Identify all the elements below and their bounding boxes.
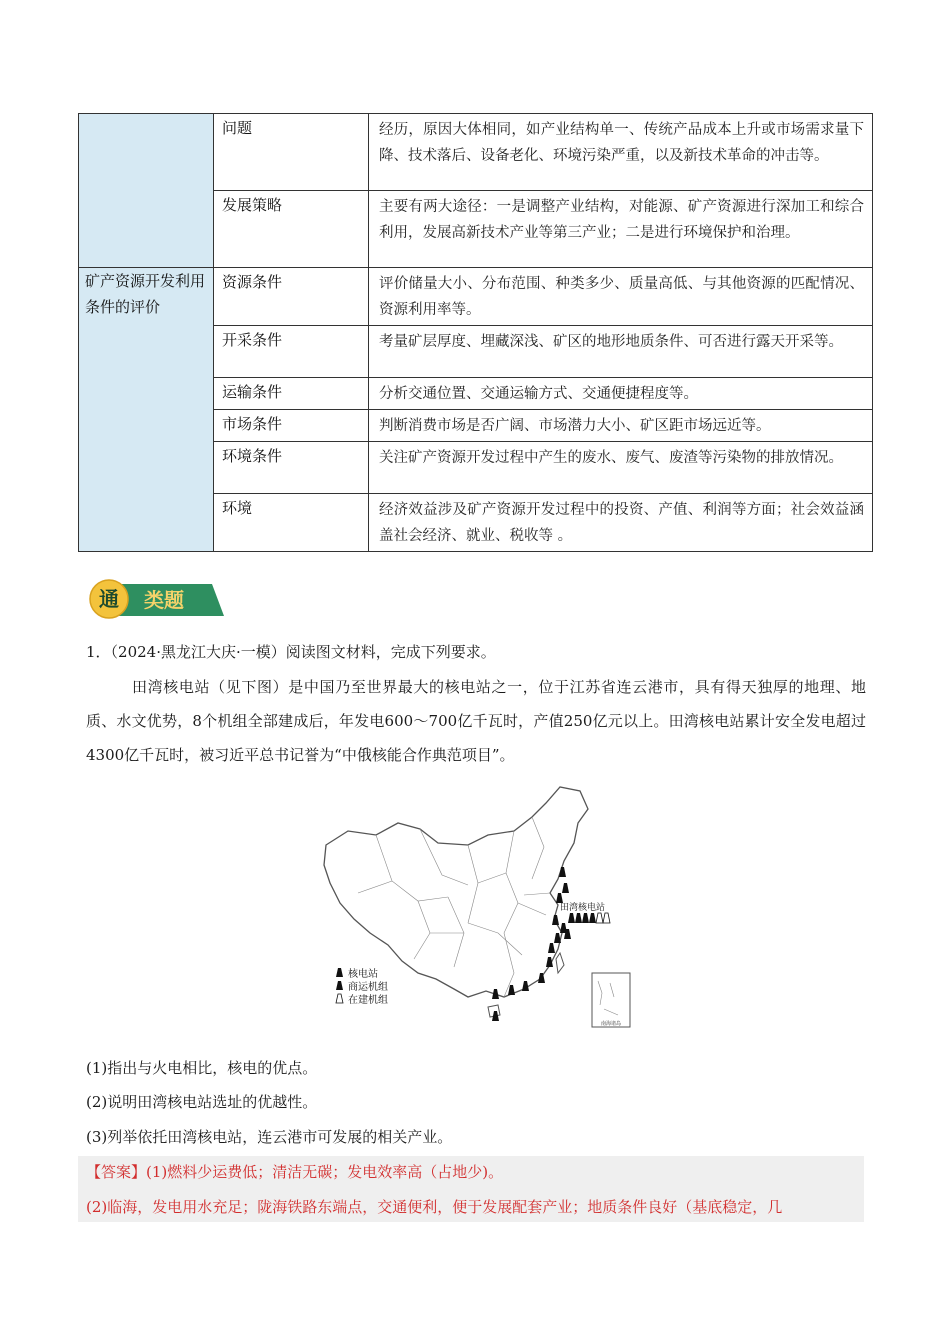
- sub-question-2: (2)说明田湾核电站选址的优越性。: [86, 1093, 318, 1111]
- station-label: 田湾核电站: [560, 903, 606, 913]
- badge-char: 通: [99, 587, 119, 611]
- answer-line-2: (2)临海，发电用水充足；陇海铁路东端点，交通便利，便于发展配套产业；地质条件良好（基底稳定，几: [86, 1198, 783, 1216]
- legend-item: 商运机组: [348, 982, 388, 993]
- taiwan-island: [556, 953, 564, 973]
- legend-item: 核电站: [348, 969, 378, 980]
- south-china-sea-inset: [592, 973, 630, 1027]
- row-label: 问题: [214, 114, 369, 191]
- category-cell: 矿产资源开发利用条件的评价: [79, 268, 214, 552]
- row-label: 资源条件: [214, 268, 369, 326]
- answer-text: (1)燃料少运费低；清洁无碳；发电效率高（占地少)。: [146, 1163, 504, 1181]
- map-legend: [336, 967, 388, 1006]
- tianwan-units: [568, 913, 610, 923]
- row-label: 运输条件: [214, 378, 369, 410]
- question-material: 田湾核电站（见下图）是中国乃至世界最大的核电站之一，位于江苏省连云港市，具有得天独厚的地理、地质、水文优势，8个机组全部建成后，年发电600～700亿千瓦时，产值250亿元以上。田湾核电站累计安全发电超过4300亿千瓦时，被习近平总书记誉为“中俄核能合作典范项目”。: [86, 678, 866, 764]
- row-label: 环境条件: [214, 442, 369, 494]
- mineral-resource-table: [78, 113, 873, 552]
- nuclear-station-marker: [562, 883, 569, 893]
- category-cell-blank: [79, 114, 214, 268]
- row-label: 环境: [214, 494, 369, 552]
- row-text: 经济效益涉及矿产资源开发过程中的投资、产值、利润等方面；社会效益涵盖社会经济、就业、税收等 。: [369, 494, 873, 552]
- row-label: 市场条件: [214, 410, 369, 442]
- sub-question-1: (1)指出与火电相比，核电的优点。: [86, 1059, 318, 1077]
- row-text: 关注矿产资源开发过程中产生的废水、废气、废渣等污染物的排放情况。: [369, 442, 873, 494]
- sub-question-3: (3)列举依托田湾核电站，连云港市可发展的相关产业。: [86, 1128, 453, 1146]
- row-label: 开采条件: [214, 326, 369, 378]
- row-text: 考量矿层厚度、埋藏深浅、矿区的地形地质条件、可否进行露天开采等。: [369, 326, 873, 378]
- china-nuclear-map: [318, 783, 640, 1031]
- inset-label: 南海诸岛: [600, 1021, 622, 1027]
- question-stem: 1．（2024·黑龙江大庆·一模）阅读图文材料，完成下列要求。: [86, 643, 496, 661]
- row-text: 分析交通位置、交通运输方式、交通便捷程度等。: [369, 378, 873, 410]
- row-text: 评价储量大小、分布范围、种类多少、质量高低、与其他资源的匹配情况、资源利用率等。: [369, 268, 873, 326]
- answer-line-1: [86, 1162, 503, 1182]
- badge-text: 类题: [144, 588, 184, 612]
- nuclear-station-marker: [556, 893, 563, 903]
- row-text: 经历，原因大体相同，如产业结构单一、传统产品成本上升或市场需求量下降、技术落后、设备老化、环境污染严重，以及新技术革命的冲击等。: [369, 114, 873, 191]
- row-label: 发展策略: [214, 191, 369, 268]
- legend-item: 在建机组: [348, 995, 388, 1006]
- row-text: 主要有两大途径：一是调整产业结构，对能源、矿产资源进行深加工和综合利用，发展高新技术产业等第三产业；二是进行环境保护和治理。: [369, 191, 873, 268]
- section-badge-icon: [88, 578, 224, 620]
- answer-tag: 【答案】: [86, 1163, 147, 1181]
- row-text: 判断消费市场是否广阔、市场潜力大小、矿区距市场远近等。: [369, 410, 873, 442]
